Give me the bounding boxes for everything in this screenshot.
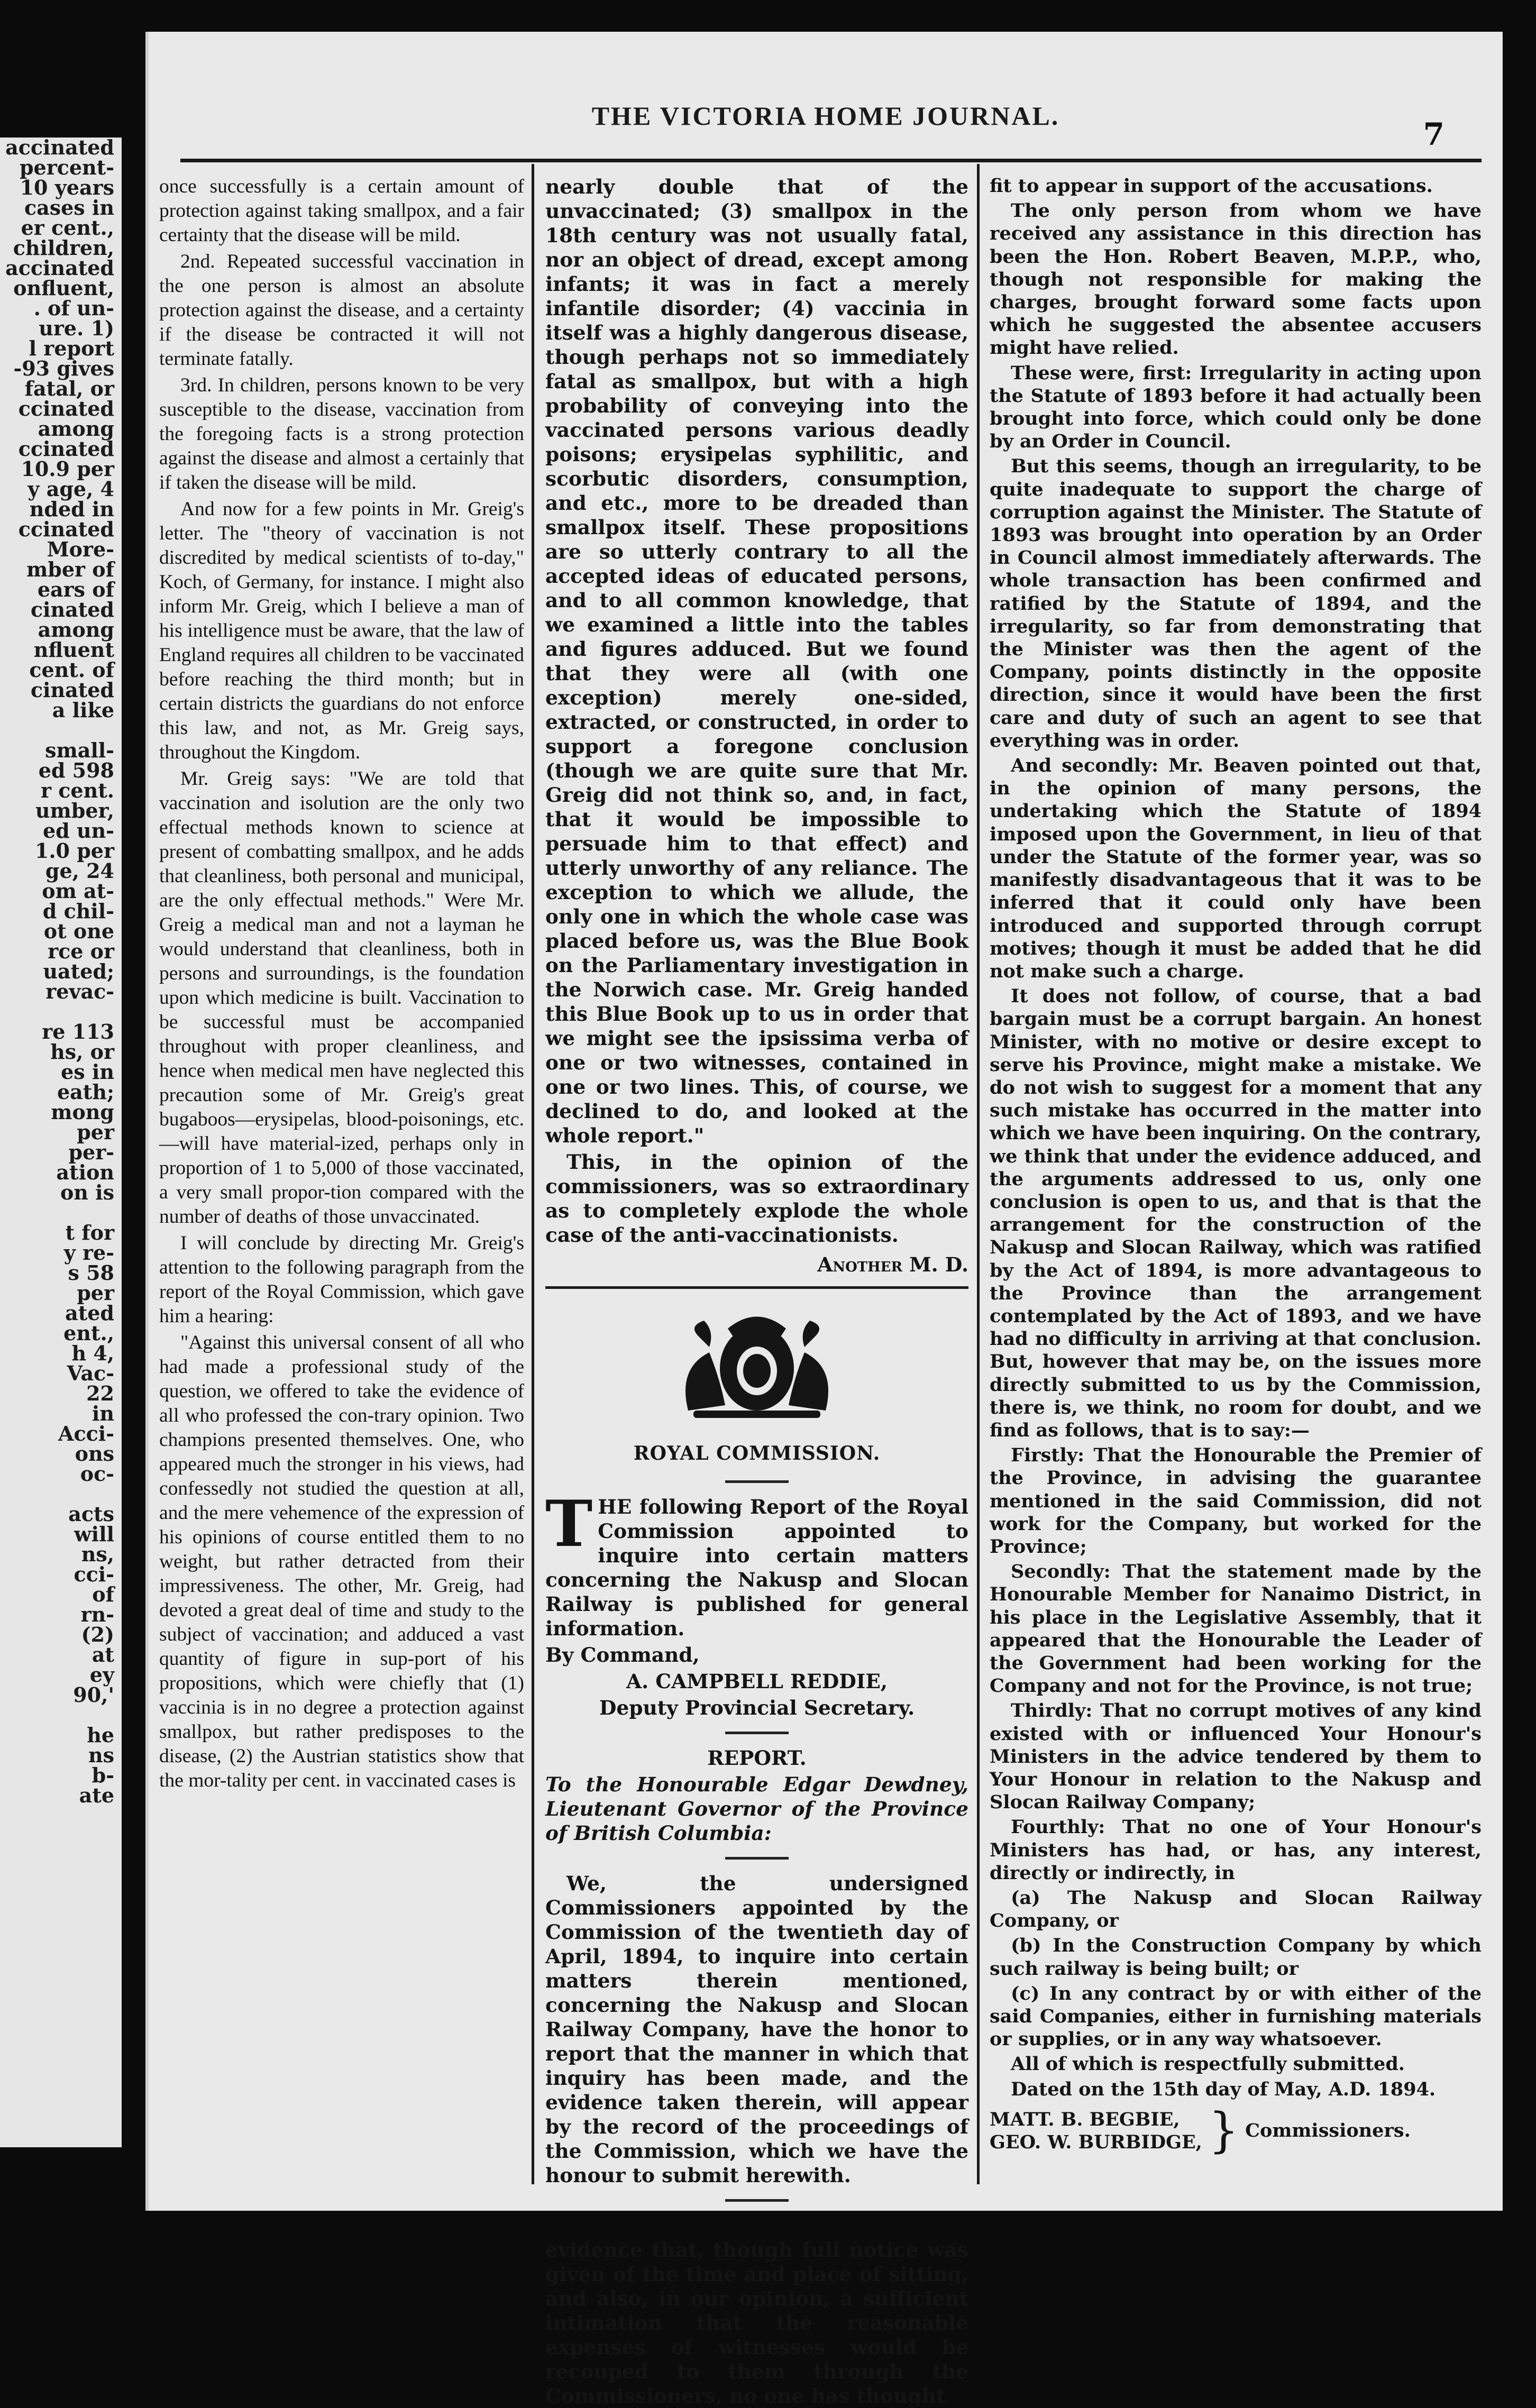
fragment-line: 10 years [20,176,114,199]
royal-crest-icon [656,1305,857,1426]
fragment-line: ons [75,1442,114,1466]
fragment-line: oc- [80,1462,114,1486]
secretary-title: Deputy Provincial Secretary. [599,1696,915,1719]
fragment-line: y age, 4 [28,477,114,501]
fragment-line: om at- [42,879,114,903]
fragment-line: uated; [43,959,114,983]
adjacent-page-fragment [0,135,122,2147]
short-divider [725,1732,789,1734]
short-divider [725,1480,789,1483]
fragment-line: ation [56,1160,114,1184]
fragment-line: a like [52,698,114,722]
finding-firstly: Firstly: That the Honourable the Premier of the Province, in advising the guarantee mentioned in the said Commission, did not work for the Company, but worked for the Province; [990,1444,1482,1558]
fragment-line: rce or [48,939,114,963]
article-signature: Another M. D. [817,1253,968,1276]
fragment-line: s 58 [68,1261,114,1285]
fragment-line: (2) [81,1623,114,1646]
fragment-line [0,1203,122,1223]
fragment-line: cinated [30,598,114,621]
fragment-line: h 4, [71,1341,114,1365]
paragraph: We, the undersigned Commissioners appointed by the Commission of the twentieth day of April, 1894, to inquire into certain matters therein mentioned, concerning the Nakusp and Slocan Railway Company, have the honor to report that the manner in which that inquiry has been made, and the evidence taken therein, will appear by the record of the proceedings of the Commission, which we have the honour to submit herewith. [545,1872,968,2187]
fragment-line: 1.0 per [34,839,114,863]
finding-fourthly: Fourthly: That no one of Your Honour's Ministers has had, or has, any interest, directly or indirectly, in [990,1816,1482,1884]
fragment-line: per- [68,1140,114,1164]
commissioner-name: MATT. B. BEGBIE, [990,2108,1180,2130]
fragment-line: ccinated [18,437,114,461]
fragment-line: ent., [63,1321,114,1345]
short-divider [725,1857,789,1860]
fragment-line: nded in [29,497,114,521]
fragment-line: revac- [45,979,114,1003]
column-divider [977,164,980,2184]
by-command: By Command, [545,1643,700,1667]
paragraph: This, in the opinion of the commissioners, was so extraordinary as to completely explode the whole case of the anti-vaccinationists. [545,1150,968,1247]
fragment-line: ure. 1) [39,316,114,340]
paragraph: once successfully is a certain amount of protection against taking smallpox, and a fair certainty that the disease will be mild. [159,176,524,246]
commissioners-signatures [990,2103,1482,2159]
section-divider [545,1286,968,1289]
fragment-line [0,1002,122,1022]
fragment-line: acts [68,1502,114,1526]
fragment-line: mber of [26,557,114,581]
fragment-line: rn- [80,1603,114,1626]
fragment-line: nfluent [33,638,114,662]
fragment-line: he [87,1723,114,1747]
scan-border [0,2211,1536,2234]
fragment-line: cases in [24,196,114,219]
newspaper-page [145,32,1503,2407]
fragment-line: among [38,618,114,642]
fragment-line: eath; [57,1080,114,1104]
fragment-line: hs, or [50,1040,114,1064]
fragment-line: 10.9 per [21,457,114,481]
fragment-line: accinated [5,135,114,159]
quoted-paragraph: "Against this universal consent of all who had made a professional study of the question, we offered to take the evidence of all who professed the con-trary opinion. Two champions presented themselves. One, who appeared much the stronger in his views, had confessedly not studied the question at all, and the mere vehemence of the expression of his opinions of course entitled them to no weight, but rather detracted from their impressiveness. The other, Mr. Greig, had devoted a great deal of time and study to the subject of vaccination; and adduced a vast quantity of figure in sup-port of his propositions, which were chiefly that (1) vaccinia is in no degree a protection against smallpox, but rather predisposes to the disease, (2) the Austrian statistics show that the mor-tality per cent. in vaccinated cases is [159,1332,524,1791]
report-heading: REPORT. [707,1746,807,1770]
fragment-line: percent- [19,155,114,179]
paragraph: All of which is respectfully submitted. [1011,2053,1405,2075]
fragment-line: -93 gives [13,356,114,380]
fragment-line: ed 598 [38,758,114,782]
fragment-line: y re- [63,1241,114,1265]
fragment-line: fatal, or [24,377,114,400]
fragment-line: cci- [74,1562,114,1586]
short-divider [725,2199,789,2202]
paragraph: Mr. Greig says: "We are told that vaccination and isolution are the only two effectual methods known to science at present of combatting smallpox, and he adds that cleanliness, both personal and municipal, are the only effectual methods." Were Mr. Greig a medical man and not a layman he would understand that cleanliness, both in persons and surroundings, is the foundation upon which medicine is built. Vaccination to be successful must be accompanied throughout with proper cleanliness, and hence when medical men have neglected this precaution some of Mr. Greig's great bugaboos—erysipelas, blood-poisonings, etc.—will have material-ized, perhaps only in proportion of 1 to 5,000 of those vaccinated, a very small propor-tion compared with the number of deaths of those unvaccinated. [159,768,524,1228]
fragment-line: on is [60,1180,114,1204]
column-2 [545,175,968,2407]
fragment-line [0,1484,122,1504]
fragment-line: will [74,1522,114,1546]
fragment-line: cinated [30,678,114,702]
paragraph: 2nd. Repeated successful vaccination in the one person is almost an absolute protection against the disease, and a certainty if the disease be contracted it will not terminate fatally. [159,251,524,370]
brace-icon: } [1208,2103,1239,2159]
fragment-line: ears of [37,578,114,601]
fragment-line: es in [61,1060,114,1084]
masthead: THE VICTORIA HOME JOURNAL. [591,101,1060,131]
fragment-line: ns, [81,1542,114,1566]
column-divider [532,164,534,2184]
secretary-name: A. CAMPBELL REDDIE, [626,1670,888,1693]
paragraph: evidence that, though full notice was given of the time and place of sitting, and also, in our opinion, a sufficient intimation that the reasonable expenses of witnesses would be recouped to them through the Commissioners, no one has thought [545,2238,968,2407]
report-address: To the Honourable Edgar Dewdney, Lieutenant Governor of the Province of British Columbia: [545,1773,968,1845]
fragment-line: Acci- [58,1422,114,1445]
fragment-line: More- [47,537,114,561]
fragment-line: Vac- [67,1361,114,1385]
fragment-line: ed un- [42,819,114,843]
fragment-line: at [92,1643,114,1667]
fragment-line: ey [89,1663,114,1687]
date-line: Dated on the 15th day of May, A.D. 1894. [1011,2078,1436,2100]
fragment-line: cent. of [29,658,114,682]
fragment-line: accinated [5,256,114,280]
fragment-line: d chil- [42,899,114,923]
fragment-line: re 113 [42,1020,114,1043]
fragment-line: among [38,417,114,441]
page-number: 7 [1423,116,1444,152]
fragment-line: r cent. [41,779,114,802]
paragraph: But this seems, though an irregularity, to be quite inadequate to support the charge of corruption against the Minister. The Statute of 1893 was brought into operation by an Order in Council almost immediately afterwards. The whole transaction has been confirmed and ratified by the Statute of 1894, and the irregularity, so far from demonstrating that the Minister was then the agent of the Company, points distinctly in the opposite direction, since it would have been the first care and duty of such an agent to see that everything was in order. [990,455,1482,752]
notice-paragraph: THE following Report of the Royal Commission appointed to inquire into certain matters concerning the Nakusp and Slocan Railway is published for general information. [545,1487,968,1640]
column-1 [159,175,524,2168]
fragment-line [0,1705,122,1725]
fragment-line [0,720,122,740]
fragment-line: ated [65,1301,114,1325]
paragraph: nearly double that of the unvaccinated; (3) smallpox in the 18th century was not usually fatal, nor an object of dread, except among infants; it was in fact a merely infantile disorder; (4) vaccinia in itself was a highly dangerous disease, though perhaps not so immediately fatal as smallpox, but with a high probability of conveying into the vaccinated persons various deadly poisons; erysipelas syphilitic, and scorbutic disorders, consumption, and etc., more to be dreaded than smallpox itself. These propositions are so utterly contrary to all the accepted ideas of educated persons, and to all common knowledge, that we examined a little into the tables and figures adduced. But we found that they were all (with one exception) merely one-sided, extracted, or constructed, in order to support a foregone conclusion (though we are quite sure that Mr. Greig did not think so, and, in fact, that it would be impossible to persuade him to that effect) and utterly unworthy of any reliance. The exception to which we allude, the only one in which the whole case was placed before us, was the Blue Book on the Parliamentary investigation in the Norwich case. Mr. Greig handed this Blue Book up to us in order that we might see the ipsissima verba of one or two witnesses, contained in one or two lines. This, of course, we declined to do, and looked at the whole report." [545,175,968,1147]
header-rule [180,159,1482,162]
fragment-line: ot one [43,919,114,943]
fragment-line: ate [79,1783,114,1807]
fragment-line: b- [92,1763,114,1787]
drop-cap: T [545,1487,593,1561]
paragraph: These were, first: Irregularity in acting upon the Statute of 1893 before it had actually been brought into force, which could only be done by an Order in Council. [990,362,1482,453]
fragment-line: l report [29,336,114,360]
paragraph: And now for a few points in Mr. Greig's letter. The "theory of vaccination is not discredited by medical scientists of to-day," Koch, of Germany, for instance. I might also inform Mr. Greig, which I believe a man of his intelligence must be aware, that the law of England requires all children to be vaccinated before reaching the third month; but in certain districts the guardians do not enforce this law, and not, as Mr. Greig says, throughout the Kingdom. [159,498,524,763]
fragment-line: per [77,1281,114,1305]
paragraph: 3rd. In children, persons known to be very susceptible to the disease, vaccination from the foregoing facts is a strong protection against the disease and almost a certainly that if taken the disease will be mild. [159,374,524,493]
list-item: (b) In the Construction Company by which such railway is being built; or [990,1935,1482,1980]
fragment-line: er cent., [21,216,114,240]
fragment-line: t for [65,1221,114,1244]
paragraph: The only person from whom we have received any assistance in this direction has been the Hon. Robert Beaven, M.P.P., who, though not responsible for making the charges, brought forward some facts upon which he suggested the absentee accusers might have relied. [990,200,1482,359]
paragraph: And secondly: Mr. Beaven pointed out that, in the opinion of many persons, the undertaking which the Statute of 1894 imposed upon the Government, in lieu of that under the Statute of the former year, was so manifestly disadvantageous that it was to be inferred that it could only have been introduced and supported through corrupt motives; though it must be added that he did not make such a charge. [990,755,1482,982]
paragraph: It does not follow, of course, that a bad bargain must be a corrupt bargain. An honest Minister, with no motive or desire except to serve his Province, might make a mistake. We do not wish to suggest for a moment that any such mistake has occurred in the matter into which we have been inquiring. On the contrary, we think that under the evidence adduced, and the arguments addressed to us, only one conclusion is open to us, and that is that the arrangement for the construction of the Nakusp and Slocan Railway, which was ratified by the Act of 1894, is more advantageous to the Province than the arrangement contemplated by the Act of 1893, and we have had no difficulty in arriving at that conclusion. But, however that may be, on the issues more directly submitted to us by the Commission, there is, we think, no room for doubt, and we find as follows, that is to say:— [990,985,1482,1441]
fragment-line: of [92,1582,114,1606]
list-item: (a) The Nakusp and Slocan Railway Company, or [990,1887,1482,1932]
fragment-line: in [92,1402,114,1425]
fragment-line: 90,' [73,1683,114,1707]
commissioner-name: GEO. W. BURBIDGE, [990,2131,1202,2154]
fragment-line: . of un- [33,296,114,320]
fragment-line: per [77,1120,114,1144]
fragment-line: mong [51,1100,114,1124]
paragraph: fit to appear in support of the accusations. [990,175,1433,197]
fragment-line: ns [88,1743,114,1767]
fragment-line: small- [45,738,114,762]
finding-secondly: Secondly: That the statement made by the Honourable Member for Nanaimo District, in his place in the Legislative Assembly, that it appeared that the Honourable the Leader of the Government had been working for the Company and not for the Province, is not true; [990,1561,1482,1697]
column-3 [990,175,1482,2168]
section-heading: ROYAL COMMISSION. [633,1442,881,1464]
finding-thirdly: Thirdly: That no corrupt motives of any kind existed with or influenced Your Honour's Ministers in the advice tendered by them to Your Honour in relation to the Nakusp and Slocan Railway Company; [990,1700,1482,1814]
paragraph: I will conclude by directing Mr. Greig's attention to the following paragraph from the report of the Royal Commission, which gave him a hearing: [159,1232,524,1327]
fragment-line: onfluent, [13,276,114,300]
fragment-line: umber, [35,799,114,822]
fragment-line: ccinated [18,397,114,420]
commissioners-label: Commissioners. [1245,2120,1411,2142]
fragment-line: ge, 24 [45,859,114,883]
fragment-line: children, [13,236,114,260]
fragment-line: 22 [86,1381,114,1405]
list-item: (c) In any contract by or with either of the said Companies, either in furnishing materials or supplies, or in any way whatsoever. [990,1982,1482,2050]
fragment-line: ccinated [18,517,114,541]
